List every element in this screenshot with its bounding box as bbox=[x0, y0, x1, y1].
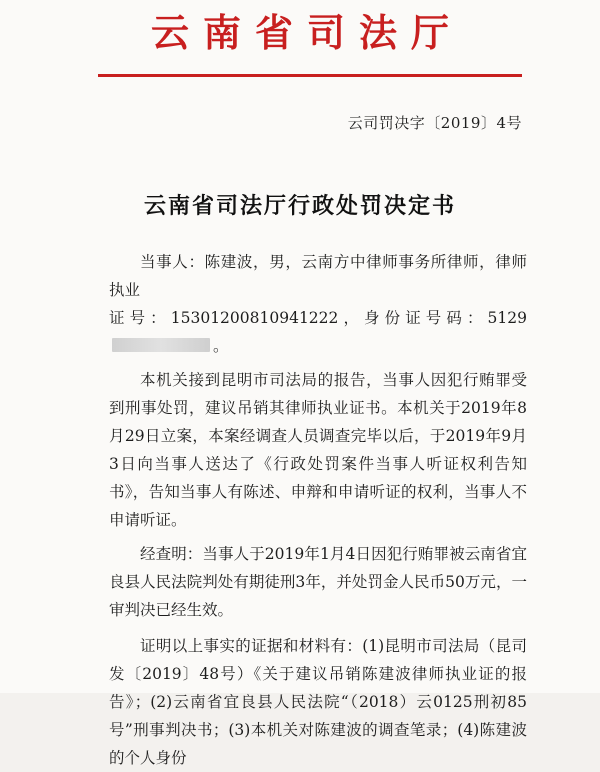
party-line-2-end: 。 bbox=[213, 337, 229, 355]
issuer-title: 云南省司法厅 bbox=[150, 10, 463, 55]
procedure-paragraph: 本机关接到昆明市司法局的报告，当事人因犯行贿罪受到刑事处罚，建议吊销其律师执业证书。本机关于2019年8月29日立案，本案经调查人员调查完毕以后，于2019年9月3日向当事人送达了《行政处罚案件当事人听证权利告知书》，告知当事人有陈述、申辩和申请听证的权利，当事人不申请听证。 bbox=[109, 371, 527, 529]
document-header bbox=[0, 10, 600, 55]
findings-paragraph: 经查明：当事人于2019年1月4日因犯行贿罪被云南省宜良县人民法院判处有期徒刑3年，并处罚金人民币50万元，一审判决已经生效。 bbox=[109, 545, 527, 619]
document-number: 云司罚决字〔2019〕4号 bbox=[347, 114, 522, 132]
evidence-paragraph: 证明以上事实的证据和材料有：(1)昆明市司法局（昆司发〔2019〕48号）《关于建议吊销陈建波律师执业证的报告》；(2)云南省宜良县人民法院“（2018）云0125刑初85号”刑事判决书；(3)本机关对陈建波的调查笔录；(4)陈建波的个人身份 bbox=[109, 637, 527, 767]
party-paragraph bbox=[109, 248, 527, 360]
document-title: 云南省司法厅行政处罚决定书 bbox=[143, 193, 456, 219]
party-line-1: 当事人：陈建波，男，云南方中律师事务所律师，律师执业 bbox=[109, 253, 527, 299]
party-line-2: 证号：15301200810941222，身份证号码：5129 bbox=[109, 309, 527, 327]
red-header-rule bbox=[98, 74, 522, 77]
document-content bbox=[109, 248, 527, 772]
redacted-id-number bbox=[112, 338, 210, 352]
